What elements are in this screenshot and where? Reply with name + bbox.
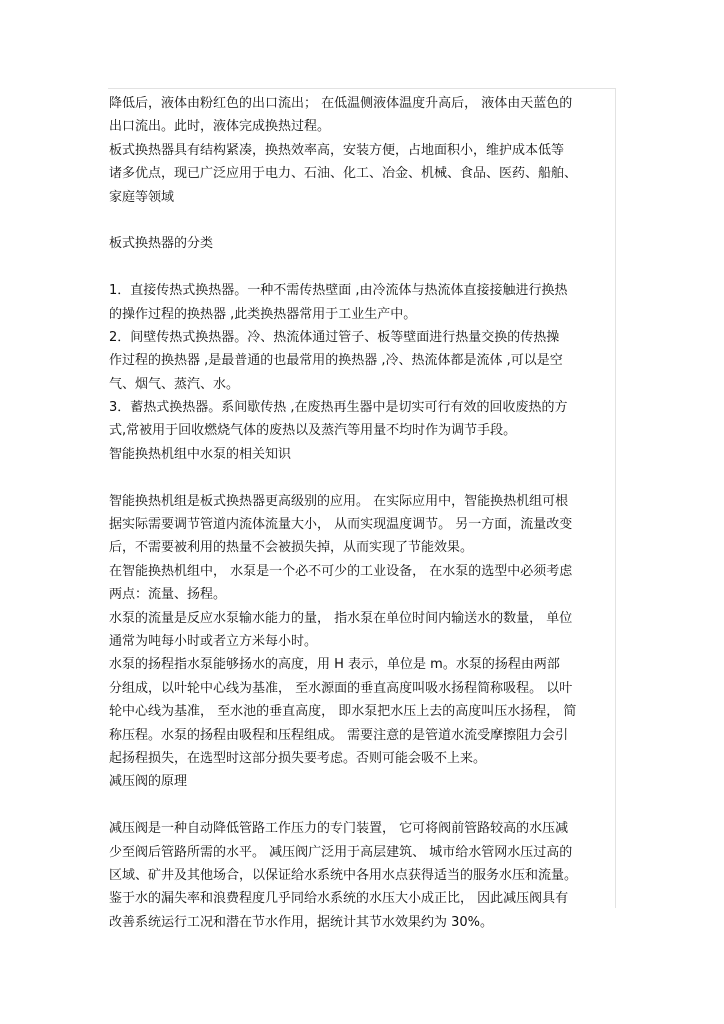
text-line: 减压阀是一种自动降低管路工作压力的专门装置， 它可将阀前管路较高的水压减 (109, 821, 569, 837)
text-line: 板式换热器具有结构紧凑，换热效率高，安装方便，占地面积小，维护成本低等 (109, 142, 565, 158)
text-line: 少至阀后管路所需的水平。 减压阀广泛用于高层建筑、 城市给水管网水压过高的 (109, 844, 573, 860)
text-line: 的操作过程的换热器 ,此类换热器常用于工业生产中。 (109, 306, 417, 322)
text-line: 家庭等领域 (109, 189, 175, 205)
text-line: 改善系统运行工况和潜在节水作用，据统计其节水效果约为 30%。 (109, 914, 494, 930)
text-line: 3．蓄热式换热器。系间歇传热 ,在废热再生器中是切实可行有效的回收废热的方 (109, 400, 568, 416)
text-line: 鉴于水的漏失率和浪费程度几乎同给水系统的水压大小成正比， 因此减压阀具有 (109, 891, 569, 907)
text-line: 作过程的换热器 ,是最普通的也最常用的换热器 ,冷、热流体都是流体 ,可以是空 (109, 353, 563, 369)
blank-line (109, 466, 619, 489)
text-line: 智能换热机组是板式换热器更高级别的应用。 在实际应用中，智能换热机组可根 (109, 493, 569, 509)
blank-line (109, 794, 619, 817)
text-line: 据实际需要调节管道内流体流量大小， 从而实现温度调节。 另一方面，流量改变 (109, 517, 573, 533)
text-line: 分组成，以叶轮中心线为基准， 至水源面的垂直高度叫吸水扬程简称吸程。 以叶 (109, 680, 573, 696)
section-heading: 智能换热机组中水泵的相关知识 (109, 446, 292, 462)
text-line: 出口流出。此时，液体完成换热过程。 (109, 119, 331, 135)
text-line: 后，不需要被利用的热量不会被损失掉，从而实现了节能效果。 (109, 540, 474, 556)
text-line: 通常为吨每小时或者立方米每小时。 (109, 633, 318, 649)
page-border-top (108, 88, 616, 89)
text-line: 两点：流量、扬程。 (109, 587, 227, 603)
section-heading: 减压阀的原理 (109, 774, 188, 790)
text-line: 气、烟气、蒸汽、水。 (109, 376, 240, 392)
text-line: 轮中心线为基准， 至水池的垂直高度， 即水泵把水压上去的高度叫压水扬程， 简 (109, 704, 577, 720)
text-line: 1．直接传热式换热器。一种不需传热壁面 ,由冷流体与热流体直接接触进行换热 (109, 283, 568, 299)
text-line: 2．间壁传热式换热器。冷、热流体通过管子、板等壁面进行热量交换的传热操 (109, 329, 560, 345)
text-line: 降低后，液体由粉红色的出口流出； 在低温侧液体温度升高后， 液体由天蓝色的 (109, 96, 573, 111)
text-line: 式,常被用于回收燃烧气体的废热以及蒸汽等用量不均时作为调节手段。 (109, 423, 517, 439)
blank-line (109, 209, 619, 232)
document-body (109, 92, 619, 934)
text-line: 水泵的流量是反应水泵输水能力的量， 指水泵在单位时间内输送水的数量， 单位 (109, 610, 573, 626)
text-line: 诸多优点，现已广泛应用于电力、石油、化工、冶金、机械、食品、医药、船舶、 (109, 166, 578, 182)
text-line: 起扬程损失，在选型时这部分损失要考虑。否则可能会吸不上来。 (109, 750, 487, 766)
text-line: 称压程。水泵的扬程由吸程和压程组成。 需要注意的是管道水流受摩擦阻力会引 (109, 727, 569, 743)
text-line: 在智能换热机组中， 水泵是一个必不可少的工业设备， 在水泵的选型中必须考虑 (109, 563, 573, 579)
text-line: 区域、矿井及其他场合，以保证给水系统中各用水点获得适当的服务水压和流量。 (109, 867, 578, 883)
section-heading: 板式换热器的分类 (109, 236, 214, 252)
text-line: 水泵的扬程指水泵能够扬水的高度，用 H 表示，单位是 m。水泵的扬程由两部 (109, 657, 560, 673)
blank-line (109, 256, 619, 279)
